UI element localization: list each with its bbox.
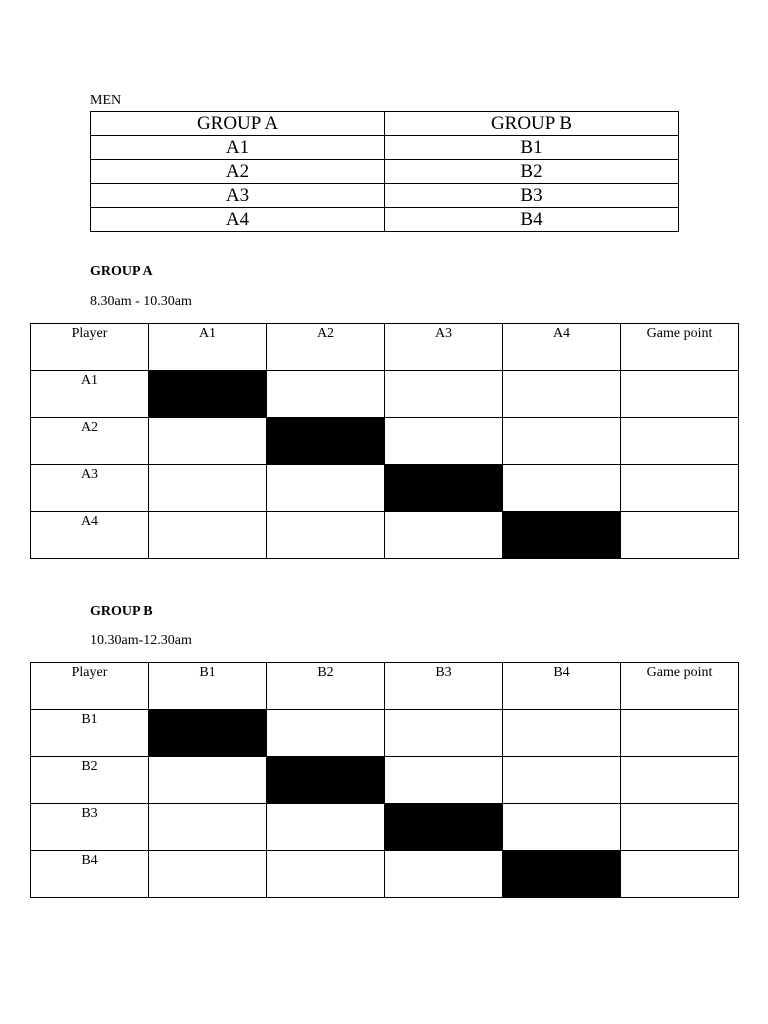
table-row <box>91 136 679 160</box>
group-a-time: 8.30am - 10.30am <box>90 294 192 309</box>
score-cell <box>385 710 503 757</box>
score-cell <box>503 371 621 418</box>
group-b-score-table <box>30 662 739 898</box>
score-cell <box>503 710 621 757</box>
group-a-header: GROUP A <box>91 112 385 136</box>
table-cell: B1 <box>385 136 679 160</box>
table-row <box>31 757 739 804</box>
table-row <box>91 208 679 232</box>
score-cell <box>149 804 267 851</box>
table-header-row <box>31 663 739 710</box>
player-name: B4 <box>31 851 149 898</box>
game-point-cell <box>621 757 739 804</box>
self-match-cell <box>149 371 267 418</box>
score-cell <box>503 757 621 804</box>
player-name: A1 <box>31 371 149 418</box>
score-cell <box>267 710 385 757</box>
game-point-cell <box>621 418 739 465</box>
score-cell <box>267 371 385 418</box>
table-row <box>31 418 739 465</box>
group-assignment-table <box>90 111 679 232</box>
score-cell <box>385 757 503 804</box>
score-cell <box>149 465 267 512</box>
self-match-cell <box>503 512 621 559</box>
column-header: A2 <box>267 324 385 371</box>
score-cell <box>267 465 385 512</box>
score-cell <box>267 512 385 559</box>
self-match-cell <box>503 851 621 898</box>
column-header: B3 <box>385 663 503 710</box>
score-cell <box>149 512 267 559</box>
game-point-cell <box>621 465 739 512</box>
player-name: B3 <box>31 804 149 851</box>
table-row <box>31 710 739 757</box>
game-point-cell <box>621 371 739 418</box>
column-header: Player <box>31 324 149 371</box>
score-cell <box>149 851 267 898</box>
self-match-cell <box>385 804 503 851</box>
score-cell <box>149 418 267 465</box>
table-cell: B3 <box>385 184 679 208</box>
group-b-time: 10.30am-12.30am <box>90 633 192 648</box>
score-cell <box>385 851 503 898</box>
group-b-header: GROUP B <box>385 112 679 136</box>
table-row <box>31 851 739 898</box>
score-cell <box>267 804 385 851</box>
column-header: Player <box>31 663 149 710</box>
table-header-row <box>91 112 679 136</box>
self-match-cell <box>267 418 385 465</box>
column-header: Game point <box>621 663 739 710</box>
score-cell <box>267 851 385 898</box>
self-match-cell <box>385 465 503 512</box>
table-row <box>91 184 679 208</box>
player-name: B1 <box>31 710 149 757</box>
men-label: MEN <box>90 93 122 108</box>
table-row <box>91 160 679 184</box>
player-name: B2 <box>31 757 149 804</box>
game-point-cell <box>621 851 739 898</box>
group-a-title: GROUP A <box>90 264 153 279</box>
table-cell: B2 <box>385 160 679 184</box>
score-cell <box>385 371 503 418</box>
table-row <box>31 804 739 851</box>
game-point-cell <box>621 710 739 757</box>
score-cell <box>503 465 621 512</box>
table-row <box>31 465 739 512</box>
table-cell: A1 <box>91 136 385 160</box>
score-cell <box>149 757 267 804</box>
game-point-cell <box>621 512 739 559</box>
group-a-score-table <box>30 323 739 559</box>
column-header: Game point <box>621 324 739 371</box>
score-cell <box>385 512 503 559</box>
table-cell: A3 <box>91 184 385 208</box>
game-point-cell <box>621 804 739 851</box>
column-header: B4 <box>503 663 621 710</box>
self-match-cell <box>267 757 385 804</box>
table-header-row <box>31 324 739 371</box>
self-match-cell <box>149 710 267 757</box>
table-cell: B4 <box>385 208 679 232</box>
player-name: A3 <box>31 465 149 512</box>
score-cell <box>503 418 621 465</box>
column-header: B2 <box>267 663 385 710</box>
table-row <box>31 512 739 559</box>
score-cell <box>385 418 503 465</box>
table-cell: A2 <box>91 160 385 184</box>
player-name: A4 <box>31 512 149 559</box>
column-header: B1 <box>149 663 267 710</box>
column-header: A4 <box>503 324 621 371</box>
score-cell <box>503 804 621 851</box>
player-name: A2 <box>31 418 149 465</box>
table-cell: A4 <box>91 208 385 232</box>
column-header: A1 <box>149 324 267 371</box>
table-row <box>31 371 739 418</box>
column-header: A3 <box>385 324 503 371</box>
group-b-title: GROUP B <box>90 604 153 619</box>
